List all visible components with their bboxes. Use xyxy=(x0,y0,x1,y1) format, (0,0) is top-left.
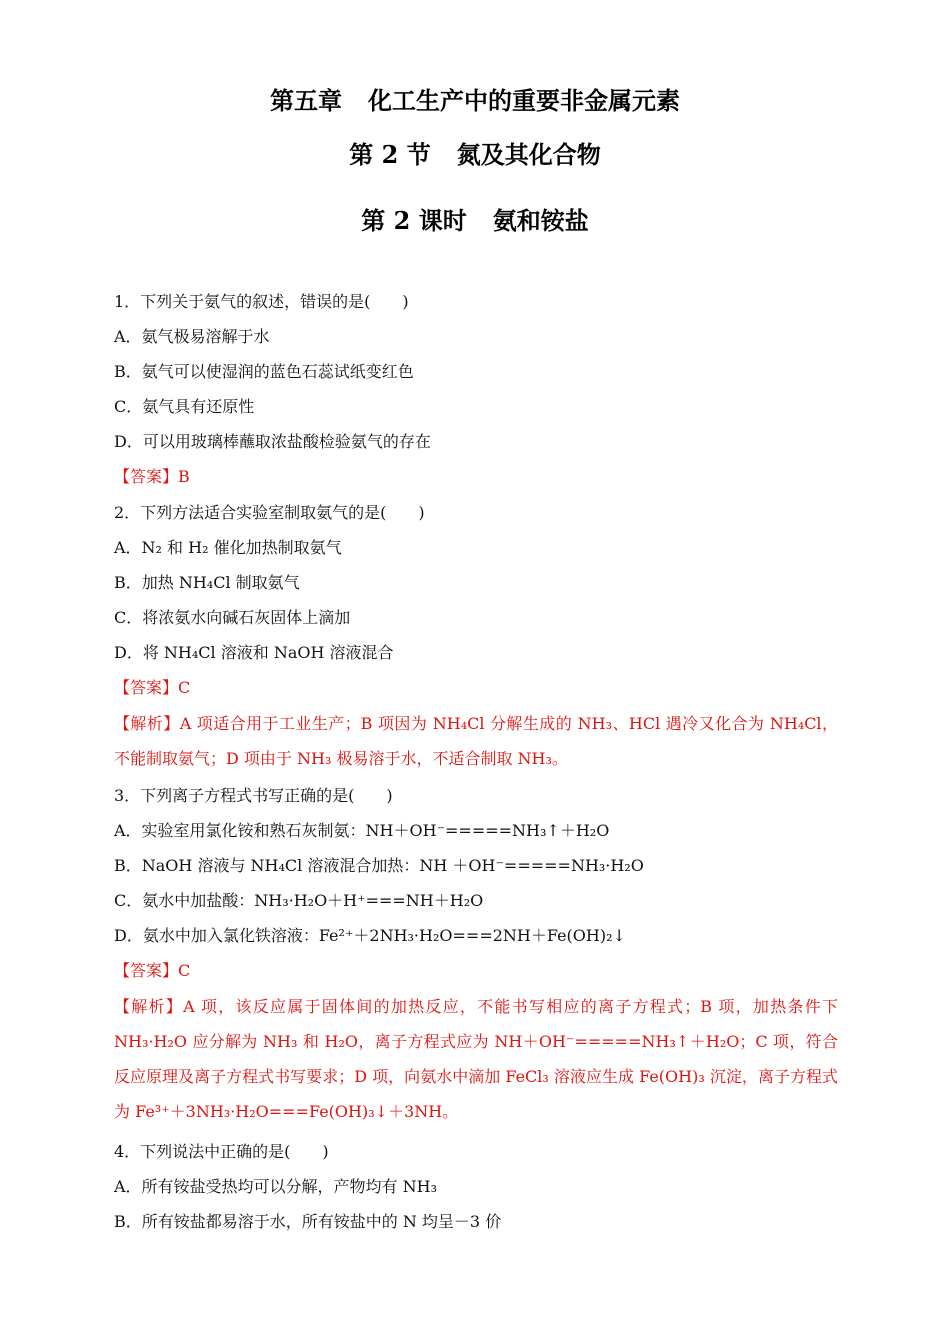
chapter-title xyxy=(0,86,950,116)
lesson-name: 氨和铵盐 xyxy=(492,206,589,235)
answer-label: 【答案】 xyxy=(114,961,179,980)
question-2-analysis xyxy=(114,706,838,776)
question-1-stem: 1．下列关于氨气的叙述，错误的是( ) xyxy=(114,292,409,311)
chapter-name: 化工生产中的重要非金属元素 xyxy=(368,86,680,115)
question-1-option-b: B．氨气可以使湿润的蓝色石蕊试纸变红色 xyxy=(114,362,414,381)
question-4-option-a: A．所有铵盐受热均可以分解，产物均有 NH₃ xyxy=(114,1177,438,1196)
analysis-text: A 项适合用于工业生产；B 项因为 NH₄Cl 分解生成的 NH₃、HCl 遇冷又化合为 NH₄Cl，不能制取氨气；D 项由于 NH₃ 极易溶于水，不适合制取 NH₃。 xyxy=(114,714,838,768)
question-4-option-b: B．所有铵盐都易溶于水，所有铵盐中的 N 均呈－3 价 xyxy=(114,1212,502,1231)
question-1-answer xyxy=(114,465,190,489)
section-name: 氮及其化合物 xyxy=(456,140,601,169)
lesson-number: 第 2 课时 xyxy=(361,206,467,235)
question-3-option-c: C．氨水中加盐酸：NH₃·H₂O＋H⁺===NH＋H₂O xyxy=(114,891,484,910)
section-number: 第 2 节 xyxy=(349,140,431,169)
section-title xyxy=(0,140,950,170)
answer-value: B xyxy=(178,467,190,486)
question-2-stem: 2．下列方法适合实验室制取氨气的是( ) xyxy=(114,503,425,522)
question-3-option-b: B．NaOH 溶液与 NH₄Cl 溶液混合加热：NH ＋OH⁻=====NH₃·H₂O xyxy=(114,856,644,875)
answer-label: 【答案】 xyxy=(114,678,179,697)
question-3-answer xyxy=(114,959,190,983)
analysis-label: 【解析】 xyxy=(114,714,180,733)
question-4-stem: 4．下列说法中正确的是( ) xyxy=(114,1142,329,1161)
analysis-label: 【解析】 xyxy=(114,997,184,1016)
chapter-number: 第五章 xyxy=(270,86,342,115)
question-2-option-d: D．将 NH₄Cl 溶液和 NaOH 溶液混合 xyxy=(114,643,394,662)
question-1-option-c: C．氨气具有还原性 xyxy=(114,397,255,416)
question-3-stem: 3．下列离子方程式书写正确的是( ) xyxy=(114,786,393,805)
question-1-option-a: A．氨气极易溶解于水 xyxy=(114,327,270,346)
lesson-title xyxy=(0,206,950,236)
answer-value: C xyxy=(178,678,191,697)
question-2-option-b: B．加热 NH₄Cl 制取氨气 xyxy=(114,573,300,592)
question-2-answer xyxy=(114,676,190,700)
question-3-analysis xyxy=(114,989,838,1129)
analysis-text: A 项，该反应属于固体间的加热反应，不能书写相应的离子方程式；B 项，加热条件下 NH₃·H₂O 应分解为 NH₃ 和 H₂O，离子方程式应为 NH＋OH⁻=====NH₃↑＋H₂O；C 项，符合反应原理及离子方程式书写要求；D 项，向氨水中滴加 FeCl₃ 溶液应生成 Fe(OH)₃ 沉淀，离子方程式为 Fe³⁺＋3NH₃·H₂O===Fe(OH)₃↓＋3NH。 xyxy=(114,997,838,1121)
question-1-option-d: D．可以用玻璃棒蘸取浓盐酸检验氨气的存在 xyxy=(114,432,431,451)
question-2-option-c: C．将浓氨水向碱石灰固体上滴加 xyxy=(114,608,351,627)
question-2-option-a: A．N₂ 和 H₂ 催化加热制取氨气 xyxy=(114,538,342,557)
answer-label: 【答案】 xyxy=(114,467,179,486)
question-3-option-a: A．实验室用氯化铵和熟石灰制氨：NH＋OH⁻=====NH₃↑＋H₂O xyxy=(114,821,610,840)
answer-value: C xyxy=(178,961,191,980)
question-3-option-d: D．氨水中加入氯化铁溶液：Fe²⁺＋2NH₃·H₂O===2NH＋Fe(OH)₂↓ xyxy=(114,926,626,945)
